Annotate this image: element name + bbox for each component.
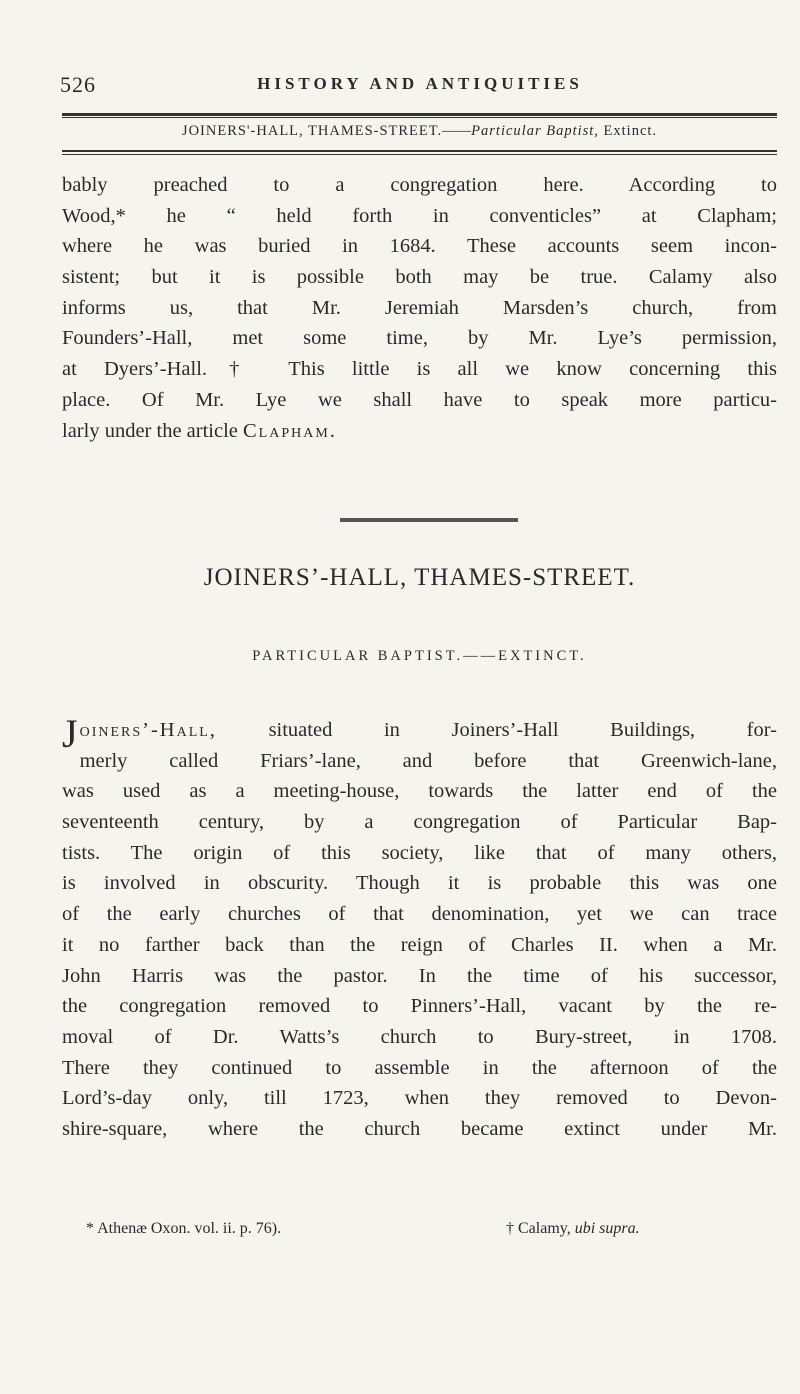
subhead-dash: —— — [442, 123, 472, 139]
subhead-rule — [62, 150, 777, 152]
paragraph-continued — [62, 170, 777, 446]
text-line-first — [62, 711, 777, 756]
running-head — [60, 72, 780, 102]
text-line: There they continued to assemble in the afternoon of the — [62, 1056, 777, 1079]
text-line: place. Of Mr. Lye we shall have to speak more particu- — [62, 388, 777, 411]
section-divider — [340, 518, 518, 522]
section-subhead — [62, 123, 777, 140]
section-subtitle: PARTICULAR BAPTIST.——EXTINCT. — [252, 648, 587, 664]
subhead-rule-thin — [62, 154, 777, 155]
text-line: tists. The origin of this society, like that of many others, — [62, 841, 777, 864]
text-line: is involved in obscurity. Though it is probable this was one — [62, 872, 777, 895]
first-line-rest: situated in Joiners’-Hall Buildings, for- — [216, 719, 777, 741]
text-line: was used as a meeting-house, towards the latter end of the — [62, 780, 777, 803]
text-line: Wood,* he “ held forth in conventicles” at Clapham; — [62, 204, 777, 227]
footnote-athenae: * Athenæ Oxon. vol. ii. p. 76). — [86, 1220, 282, 1237]
text-line: seventeenth century, by a congregation of Particular Bap- — [62, 811, 777, 834]
subhead-location: JOINERS'-HALL, THAMES-STREET. — [181, 123, 443, 139]
text-line: of the early churches of that denomination, yet we can trace — [62, 903, 777, 926]
text-line: bably preached to a congregation here. According to — [62, 174, 777, 196]
text-line: sistent; but it is possible both may be true. Calamy also — [62, 266, 777, 289]
first-word: oiners’-Hall, — [79, 719, 217, 741]
text-line: merly called Friars’-lane, and before that Greenwich-lane, — [79, 749, 777, 772]
text-line: Founders’-Hall, met some time, by Mr. Lye’s permission, — [62, 327, 777, 350]
footnote-calamy-italic: ubi supra. — [574, 1220, 640, 1237]
text-line: at Dyers’-Hall.† This little is all we know concerning this — [62, 358, 777, 381]
page-number: 526 — [60, 72, 96, 97]
clapham-reference: Clapham. — [243, 419, 337, 442]
text-line: the congregation removed to Pinners’-Hall, vacant by the re- — [62, 995, 777, 1018]
text-line: Lord’s-day only, till 1723, when they removed to Devon- — [62, 1087, 777, 1110]
text-line: where he was buried in 1684. These accounts seem incon- — [62, 235, 777, 258]
header-rule — [62, 113, 777, 116]
drop-cap: J — [62, 711, 78, 756]
footnote-calamy-prefix: † Calamy, — [506, 1220, 575, 1237]
text-line-start: larly under the article — [62, 419, 243, 442]
header-rule-thin — [62, 117, 777, 118]
subhead-status: Extinct. — [603, 123, 658, 139]
text-line: John Harris was the pastor. In the time of his successor, — [62, 964, 777, 987]
text-line: informs us, that Mr. Jeremiah Marsden’s church, from — [62, 296, 777, 319]
subhead-denomination: Particular Baptist, — [471, 123, 599, 139]
paragraph-main — [62, 711, 777, 1145]
running-head-title: HISTORY AND ANTIQUITIES — [257, 74, 583, 93]
text-line-last — [62, 416, 777, 447]
text-line: shire-square, where the church became extinct under Mr. — [62, 1117, 777, 1140]
text-line: it no farther back than the reign of Charles II. when a Mr. — [62, 933, 777, 956]
section-title: JOINERS’-HALL, THAMES-STREET. — [203, 564, 636, 591]
text-line: moval of Dr. Watts’s church to Bury-street, in 1708. — [62, 1025, 777, 1048]
footnote-calamy — [506, 1220, 640, 1238]
